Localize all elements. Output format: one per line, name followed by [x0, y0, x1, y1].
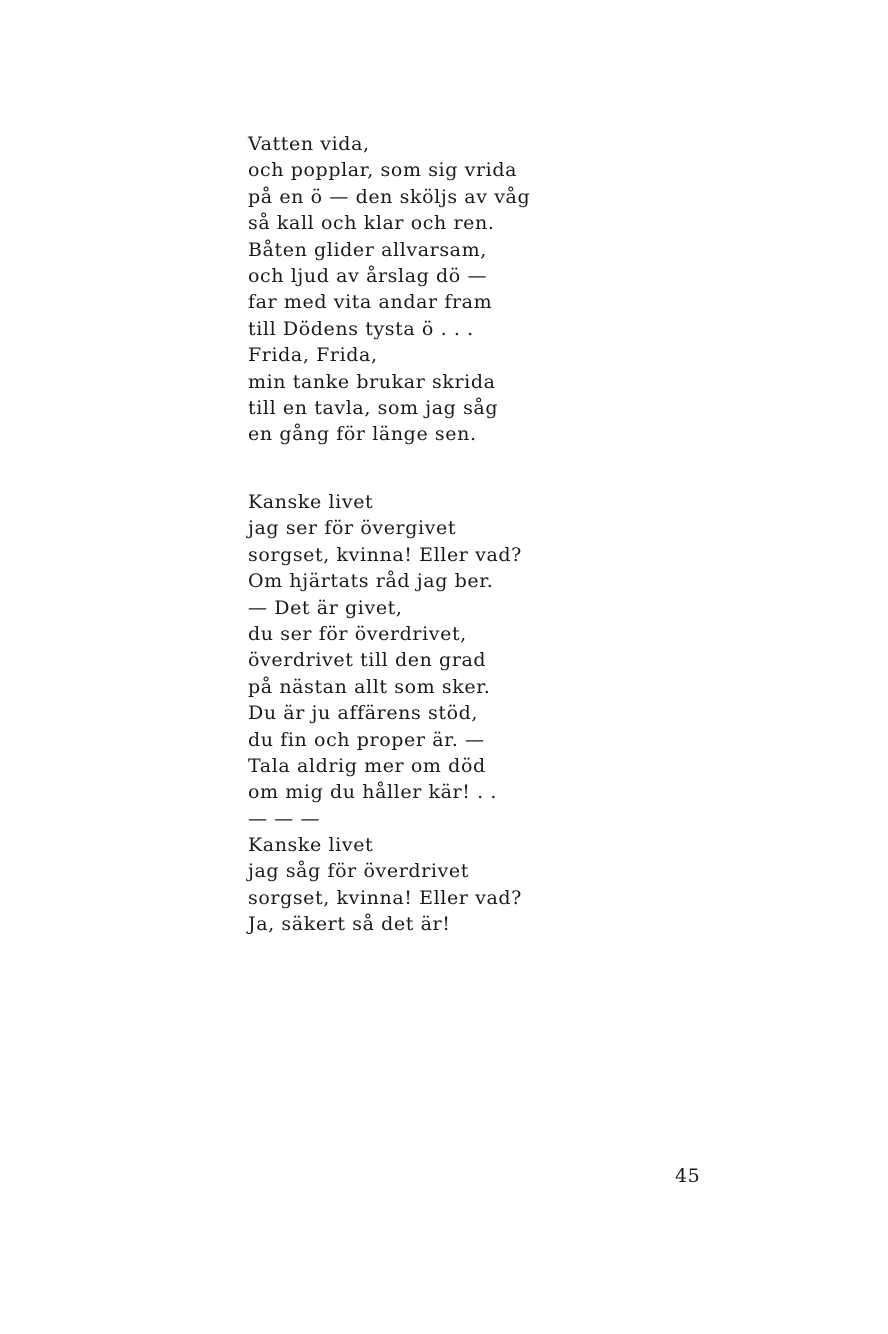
poem-line: far med vita andar fram — [248, 291, 493, 314]
section-divider: — — — — [248, 807, 321, 830]
poem-line: på en ö — den sköljs av våg — [248, 185, 531, 208]
poem-line: Du är ju affärens stöd, — [248, 702, 479, 725]
poem-line: så kall och klar och ren. — [248, 212, 495, 235]
poem-line: till en tavla, som jag såg — [248, 396, 499, 419]
poem-line: Frida, Frida, — [248, 344, 378, 367]
poem-line: Om hjärtats råd jag ber. — [248, 570, 494, 593]
poem-line: om mig du håller kär! . . — [248, 781, 498, 804]
poem-line: överdrivet till den grad — [248, 649, 487, 672]
poem-line: på nästan allt som sker. — [248, 675, 491, 698]
poem-line: och popplar, som sig vrida — [248, 159, 518, 182]
poem-line: du ser för överdrivet, — [248, 622, 467, 645]
poem-line: Båten glider allvarsam, — [248, 238, 487, 261]
poem-line: jag såg för överdrivet — [248, 860, 469, 883]
poem-line: till Dödens tysta ö . . . — [248, 317, 474, 340]
poem-line: min tanke brukar skrida — [248, 370, 496, 393]
poem-line: Tala aldrig mer om död — [248, 754, 486, 777]
poem-line: sorgset, kvinna! Eller vad? — [248, 886, 522, 909]
poem-line: Kanske livet — [248, 834, 374, 857]
stanza-2 — [248, 489, 522, 938]
poem-line: Vatten vida, — [248, 133, 370, 155]
poem-line: Ja, säkert så det är! — [248, 913, 451, 936]
stanza-1 — [248, 131, 530, 448]
poem-line: jag ser för övergivet — [248, 517, 457, 540]
poem-line: en gång för länge sen. — [248, 423, 477, 446]
poem-line: — Det är givet, — [248, 596, 403, 619]
poem-line: sorgset, kvinna! Eller vad? — [248, 543, 522, 566]
poem-line: och ljud av årslag dö — — [248, 264, 488, 287]
poem-line: du fin och proper är. — — [248, 728, 485, 751]
poem-line: Kanske livet — [248, 491, 374, 513]
page-number: 45 — [675, 1165, 701, 1187]
